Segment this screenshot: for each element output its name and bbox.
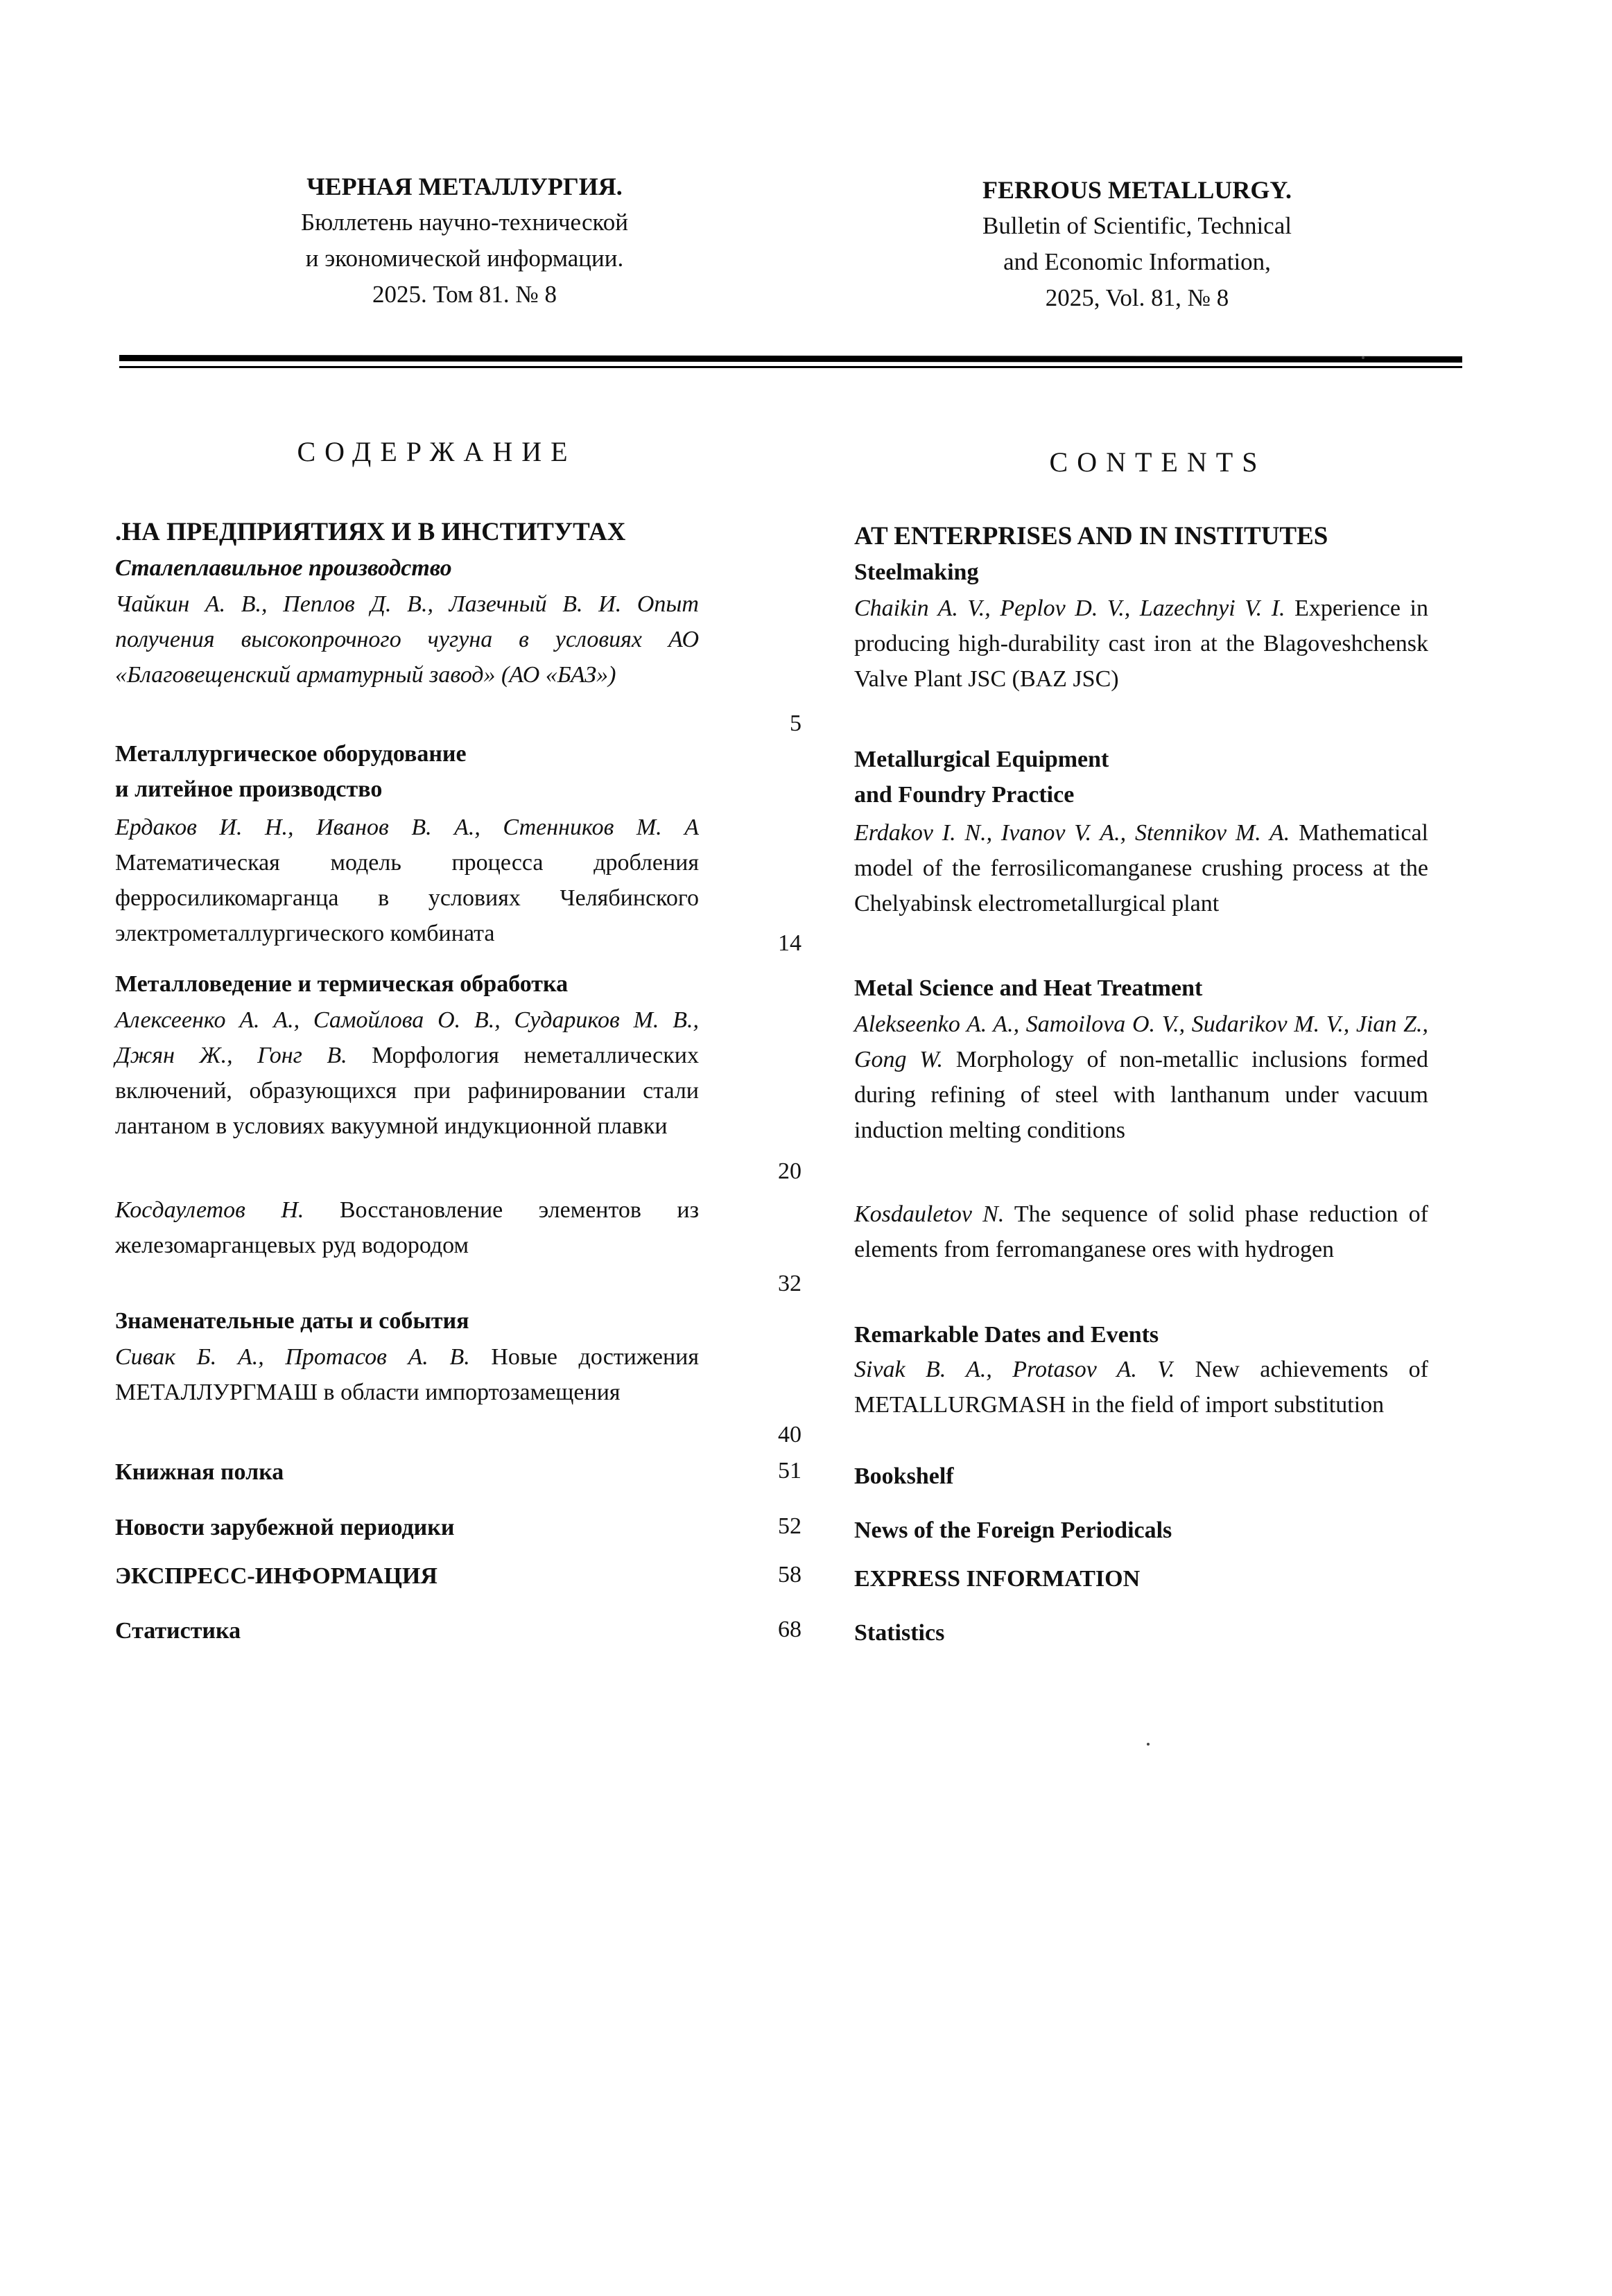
subsection-equipment-line1: Металлургическое оборудование — [115, 741, 467, 767]
article-chaikin-ru — [115, 586, 699, 693]
entry-news-en: News of the Foreign Periodicals — [854, 1517, 1172, 1543]
entry-bookshelf-en: Bookshelf — [854, 1463, 954, 1489]
journal-subtitle-ru-1: Бюллетень научно-технической — [301, 209, 628, 236]
article-authors: Chaikin A. V., Peplov D. V., Lazechnyi V. I. — [854, 595, 1285, 621]
page-number: 40 — [778, 1422, 801, 1447]
article-title: Experience in producing high-durability cast iron at the Blagoveshchensk Valve Plant JSC (BAZ JSC) — [854, 595, 1428, 692]
journal-title-ru: ЧЕРНАЯ МЕТАЛЛУРГИЯ. — [306, 173, 623, 200]
subsection-equipment-ru — [115, 736, 699, 807]
journal-issue-ru: 2025. Том 81. № 8 — [372, 281, 557, 308]
entry-stats-en: Statistics — [854, 1620, 945, 1646]
article-title: Математическая модель процесса дробления ферросиликомарганца в условиях Челябинского электрометаллургического комбината — [115, 850, 699, 946]
article-title: Morphology of non-metallic inclusions formed during refining of steel with lanthanum under vacuum induction melting conditions — [854, 1047, 1428, 1143]
section-heading-enterprises-ru: .НА ПРЕДПРИЯТИЯХ И В ИНСТИТУТАХ — [115, 518, 626, 546]
article-alekseenko-ru — [115, 1002, 699, 1144]
article-title: Опыт получения высокопрочного чугуна в условиях АО «Благовещенский арматурный завод» (АО «БАЗ») — [115, 591, 699, 688]
article-sivak-en — [854, 1352, 1428, 1423]
article-authors: Сивак Б. А., Протасов А. В. — [115, 1344, 470, 1370]
page-number: 68 — [778, 1617, 801, 1642]
article-authors: Alekseenko A. A., Samoilova O. V., Sudarikov M. V., Jian Z., Gong W. — [854, 1011, 1428, 1072]
contents-column-en — [854, 0, 1428, 2296]
entry-express-ru: ЭКСПРЕСС-ИНФОРМАЦИЯ — [115, 1563, 437, 1589]
article-alekseenko-en — [854, 1007, 1428, 1148]
article-chaikin-en — [854, 591, 1428, 697]
subsection-steelmaking-ru: Сталеплавильное производство — [115, 555, 452, 581]
article-title: Новые достижения МЕТАЛЛУРГМАШ в области импортозамещения — [115, 1344, 699, 1405]
article-title: Морфология неметаллических включений, образующихся при рафинировании стали лантаном в условиях вакуумной индукционной плавки — [115, 1043, 699, 1139]
article-title: Восстановление элементов из железомарганцевых руд водородом — [115, 1197, 699, 1258]
subsection-equipment-line1: Metallurgical Equipment — [854, 747, 1109, 772]
article-erdakov-ru — [115, 810, 699, 951]
journal-subtitle-ru-2: и экономической информации. — [305, 245, 624, 272]
subsection-dates-ru: Знаменательные даты и события — [115, 1308, 469, 1334]
journal-title-en: FERROUS METALLURGY. — [982, 176, 1292, 204]
entry-news-ru: Новости зарубежной периодики — [115, 1515, 455, 1540]
subsection-equipment-line2: and Foundry Practice — [854, 782, 1075, 808]
article-authors: Чайкин А. В., Пеплов Д. В., Лазечный В. И. — [115, 591, 622, 617]
section-heading-enterprises-en: AT ENTERPRISES AND IN INSTITUTES — [854, 522, 1328, 550]
article-title: The sequence of solid phase reduction of elements from ferromanganese ores with hydrogen — [854, 1201, 1428, 1262]
subsection-dates-en: Remarkable Dates and Events — [854, 1322, 1159, 1348]
article-authors: Косдаулетов Н. — [115, 1197, 304, 1223]
journal-subtitle-en-2: and Economic Information, — [1003, 248, 1271, 275]
subsection-steelmaking-en: Steelmaking — [854, 559, 979, 585]
scan-speck — [1147, 1743, 1150, 1746]
article-authors: Ердаков И. Н., Иванов В. А., Стенников М. А — [115, 815, 699, 840]
article-authors: Erdakov I. N., Ivanov V. A., Stennikov M. A. — [854, 820, 1290, 846]
article-authors: Kosdauletov N. — [854, 1201, 1005, 1227]
article-erdakov-en — [854, 815, 1428, 921]
article-kosdauletov-en — [854, 1197, 1428, 1267]
article-sivak-ru — [115, 1339, 699, 1410]
subsection-metal-science-en: Metal Science and Heat Treatment — [854, 975, 1203, 1001]
contents-heading-ru: СОДЕРЖАНИЕ — [297, 436, 577, 467]
article-title: Mathematical model of the ferrosilicomanganese crushing process at the Chelyabinsk electrometallurgical plant — [854, 820, 1428, 916]
article-authors: Sivak B. A., Protasov A. V. — [854, 1357, 1175, 1382]
article-authors: Алексеенко А. А., Самойлова О. В., Судариков М. В., Джян Ж., Гонг В. — [115, 1007, 699, 1068]
page-number: 32 — [778, 1271, 801, 1296]
subsection-metal-science-ru: Металловедение и термическая обработка — [115, 971, 569, 997]
page-number: 58 — [778, 1562, 801, 1588]
page-number: 14 — [778, 930, 801, 956]
subsection-equipment-line2: и литейное производство — [115, 776, 383, 802]
contents-column-ru — [115, 0, 699, 2296]
article-kosdauletov-ru — [115, 1192, 699, 1263]
entry-express-en: EXPRESS INFORMATION — [854, 1566, 1141, 1592]
page-number: 5 — [790, 711, 801, 736]
entry-bookshelf-ru: Книжная полка — [115, 1459, 284, 1485]
article-title: New achievements of METALLURGMASH in the field of import substitution — [854, 1357, 1428, 1418]
entry-stats-ru: Статистика — [115, 1618, 241, 1644]
subsection-equipment-en — [854, 742, 1428, 812]
contents-heading-en: CONTENTS — [1049, 446, 1267, 478]
page-number: 20 — [778, 1158, 801, 1184]
page-number: 52 — [778, 1513, 801, 1539]
journal-issue-en: 2025, Vol. 81, № 8 — [1045, 284, 1229, 311]
journal-subtitle-en-1: Bulletin of Scientific, Technical — [982, 212, 1292, 239]
page-number: 51 — [778, 1458, 801, 1484]
